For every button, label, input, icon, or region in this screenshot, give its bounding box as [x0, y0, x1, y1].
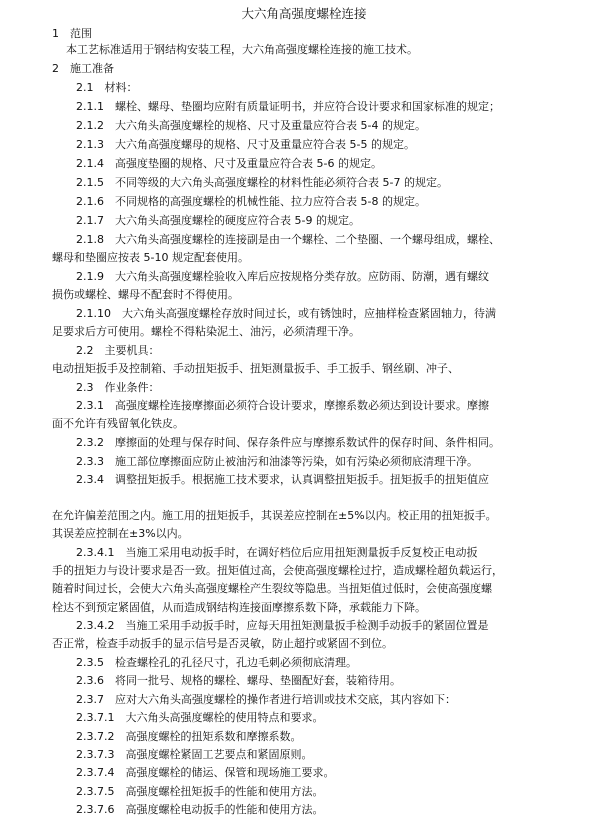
- subsection-heading-2-1: 2.1 材料：: [76, 81, 138, 94]
- clause-2-1-10-cont: 足要求后方可使用。螺栓不得粘染泥土、油污，必须清理干净。: [52, 325, 360, 338]
- clause-2-1-2: 2.1.2 大六角头高强度螺栓的规格、尺寸及重量应符合表 5-4 的规定。: [76, 119, 426, 132]
- clause-2-3-7-3: 2.3.7.3 高强度螺栓紧固工艺要点和紧固原则。: [76, 748, 313, 761]
- clause-2-3-4-1-cont-2: 随着时间过长，会使大六角头高强度螺栓产生裂纹等隐患。当扭矩值过低时，会使高强度螺: [52, 582, 492, 595]
- clause-2-3-2: 2.3.2 摩擦面的处理与保存时间、保存条件应与摩擦系数试件的保存时间、条件相同。: [76, 436, 500, 449]
- clause-2-1-4: 2.1.4 高强度垫圈的规格、尺寸及重量应符合表 5-6 的规定。: [76, 157, 382, 170]
- clause-2-1-8: 2.1.8 大六角头高强度螺栓的连接副是由一个螺栓、二个垫圈、一个螺母组成，螺栓、: [76, 233, 500, 246]
- section-heading-2: 2 施工准备: [52, 62, 114, 75]
- clause-2-3-4-2-cont: 否正常，检查手动扳手的显示信号是否灵敏，防止超拧或紧固不到位。: [52, 637, 393, 650]
- clause-2-3-4-1-cont-3: 栓达不到预定紧固值，从而造成钢结构连接面摩擦系数下降，承载能力下降。: [52, 601, 426, 614]
- subsection-heading-2-2: 2.2 主要机具：: [76, 344, 160, 357]
- clause-2-3-1-cont: 面不允许有残留氧化铁皮。: [52, 417, 184, 430]
- clause-2-1-10: 2.1.10 大六角头高强度螺栓存放时间过长，或有锈蚀时，应抽样检查紧固轴力，待满: [76, 307, 496, 320]
- clause-2-3-7-5: 2.3.7.5 高强度螺栓扭矩扳手的性能和使用方法。: [76, 785, 324, 798]
- clause-2-3-4-cont: 在允许偏差范围之内。施工用的扭矩扳手，其误差应控制在±5%以内。校正用的扭矩扳手。: [52, 509, 497, 522]
- clause-2-3-1: 2.3.1 高强度螺栓连接摩擦面必须符合设计要求，摩擦系数必须达到设计要求。摩擦: [76, 399, 489, 412]
- clause-2-1-1: 2.1.1 螺栓、螺母、垫圈均应附有质量证明书，并应符合设计要求和国家标准的规定；: [76, 100, 500, 113]
- paragraph-scope: 本工艺标准适用于钢结构安装工程，大六角高强度螺栓连接的施工技术。: [66, 43, 418, 56]
- clause-2-1-5: 2.1.5 不同等级的大六角头高强度螺栓的材料性能必须符合表 5-7 的规定。: [76, 176, 448, 189]
- clause-2-1-9-cont: 损伤或螺栓、螺母不配套时不得使用。: [52, 288, 239, 301]
- clause-2-3-7-6: 2.3.7.6 高强度螺栓电动扳手的性能和使用方法。: [76, 803, 324, 816]
- clause-2-3-6: 2.3.6 将同一批号、规格的螺栓、螺母、垫圈配好套，装箱待用。: [76, 674, 401, 687]
- clause-2-3-5: 2.3.5 检查螺栓孔的孔径尺寸，孔边毛刺必须彻底清理。: [76, 656, 357, 669]
- clause-2-3-7-1: 2.3.7.1 大六角头高强度螺栓的使用特点和要求。: [76, 711, 324, 724]
- clause-2-1-6: 2.1.6 不同规格的高强度螺栓的机械性能、拉力应符合表 5-8 的规定。: [76, 195, 426, 208]
- clause-2-1-7: 2.1.7 大六角头高强度螺栓的硬度应符合表 5-9 的规定。: [76, 214, 360, 227]
- clause-2-3-4-2: 2.3.4.2 当施工采用手动扳手时，应每天用扭矩测量扳手检测手动扳手的紧固位置是: [76, 619, 489, 632]
- subsection-heading-2-3: 2.3 作业条件：: [76, 381, 160, 394]
- clause-2-3-4-1-cont: 手的扭矩力与设计要求是否一致。扭矩值过高，会使高强度螺栓过拧，造成螺栓超负载运行，: [52, 564, 503, 577]
- clause-2-1-8-cont: 螺母和垫圈应按表 5-10 规定配套使用。: [52, 251, 249, 264]
- clause-2-3-3: 2.3.3 施工部位摩擦面应防止被油污和油漆等污染，如有污染必须彻底清理干净。: [76, 455, 478, 468]
- clause-2-1-3: 2.1.3 大六角高强度螺母的规格、尺寸及重量应符合表 5-5 的规定。: [76, 138, 415, 151]
- clause-2-3-7: 2.3.7 应对大六角头高强度螺栓的操作者进行培训或技术交底，其内容如下：: [76, 693, 456, 706]
- clause-2-3-4: 2.3.4 调整扭矩扳手。根据施工技术要求，认真调整扭矩扳手。扭矩扳手的扭矩值应: [76, 473, 489, 486]
- clause-2-3-4-cont-2: 其误差应控制在±3%以内。: [52, 527, 189, 540]
- section-heading-1: 1 范围: [52, 27, 92, 40]
- clause-2-3-7-4: 2.3.7.4 高强度螺栓的储运、保管和现场施工要求。: [76, 766, 335, 779]
- tools-list: 电动扭矩扳手及控制箱、手动扭矩扳手、扭矩测量扳手、手工扳手、钢丝刷、冲子、: [52, 362, 459, 375]
- document-title: 大六角高强度螺栓连接: [241, 6, 367, 21]
- clause-2-3-7-2: 2.3.7.2 高强度螺栓的扭矩系数和摩擦系数。: [76, 730, 302, 743]
- clause-2-3-4-1: 2.3.4.1 当施工采用电动扳手时，在调好档位后应用扭矩测量扳手反复校正电动扳: [76, 546, 478, 559]
- clause-2-1-9: 2.1.9 大六角头高强度螺栓验收入库后应按规格分类存放。应防雨、防潮，遇有螺纹: [76, 270, 489, 283]
